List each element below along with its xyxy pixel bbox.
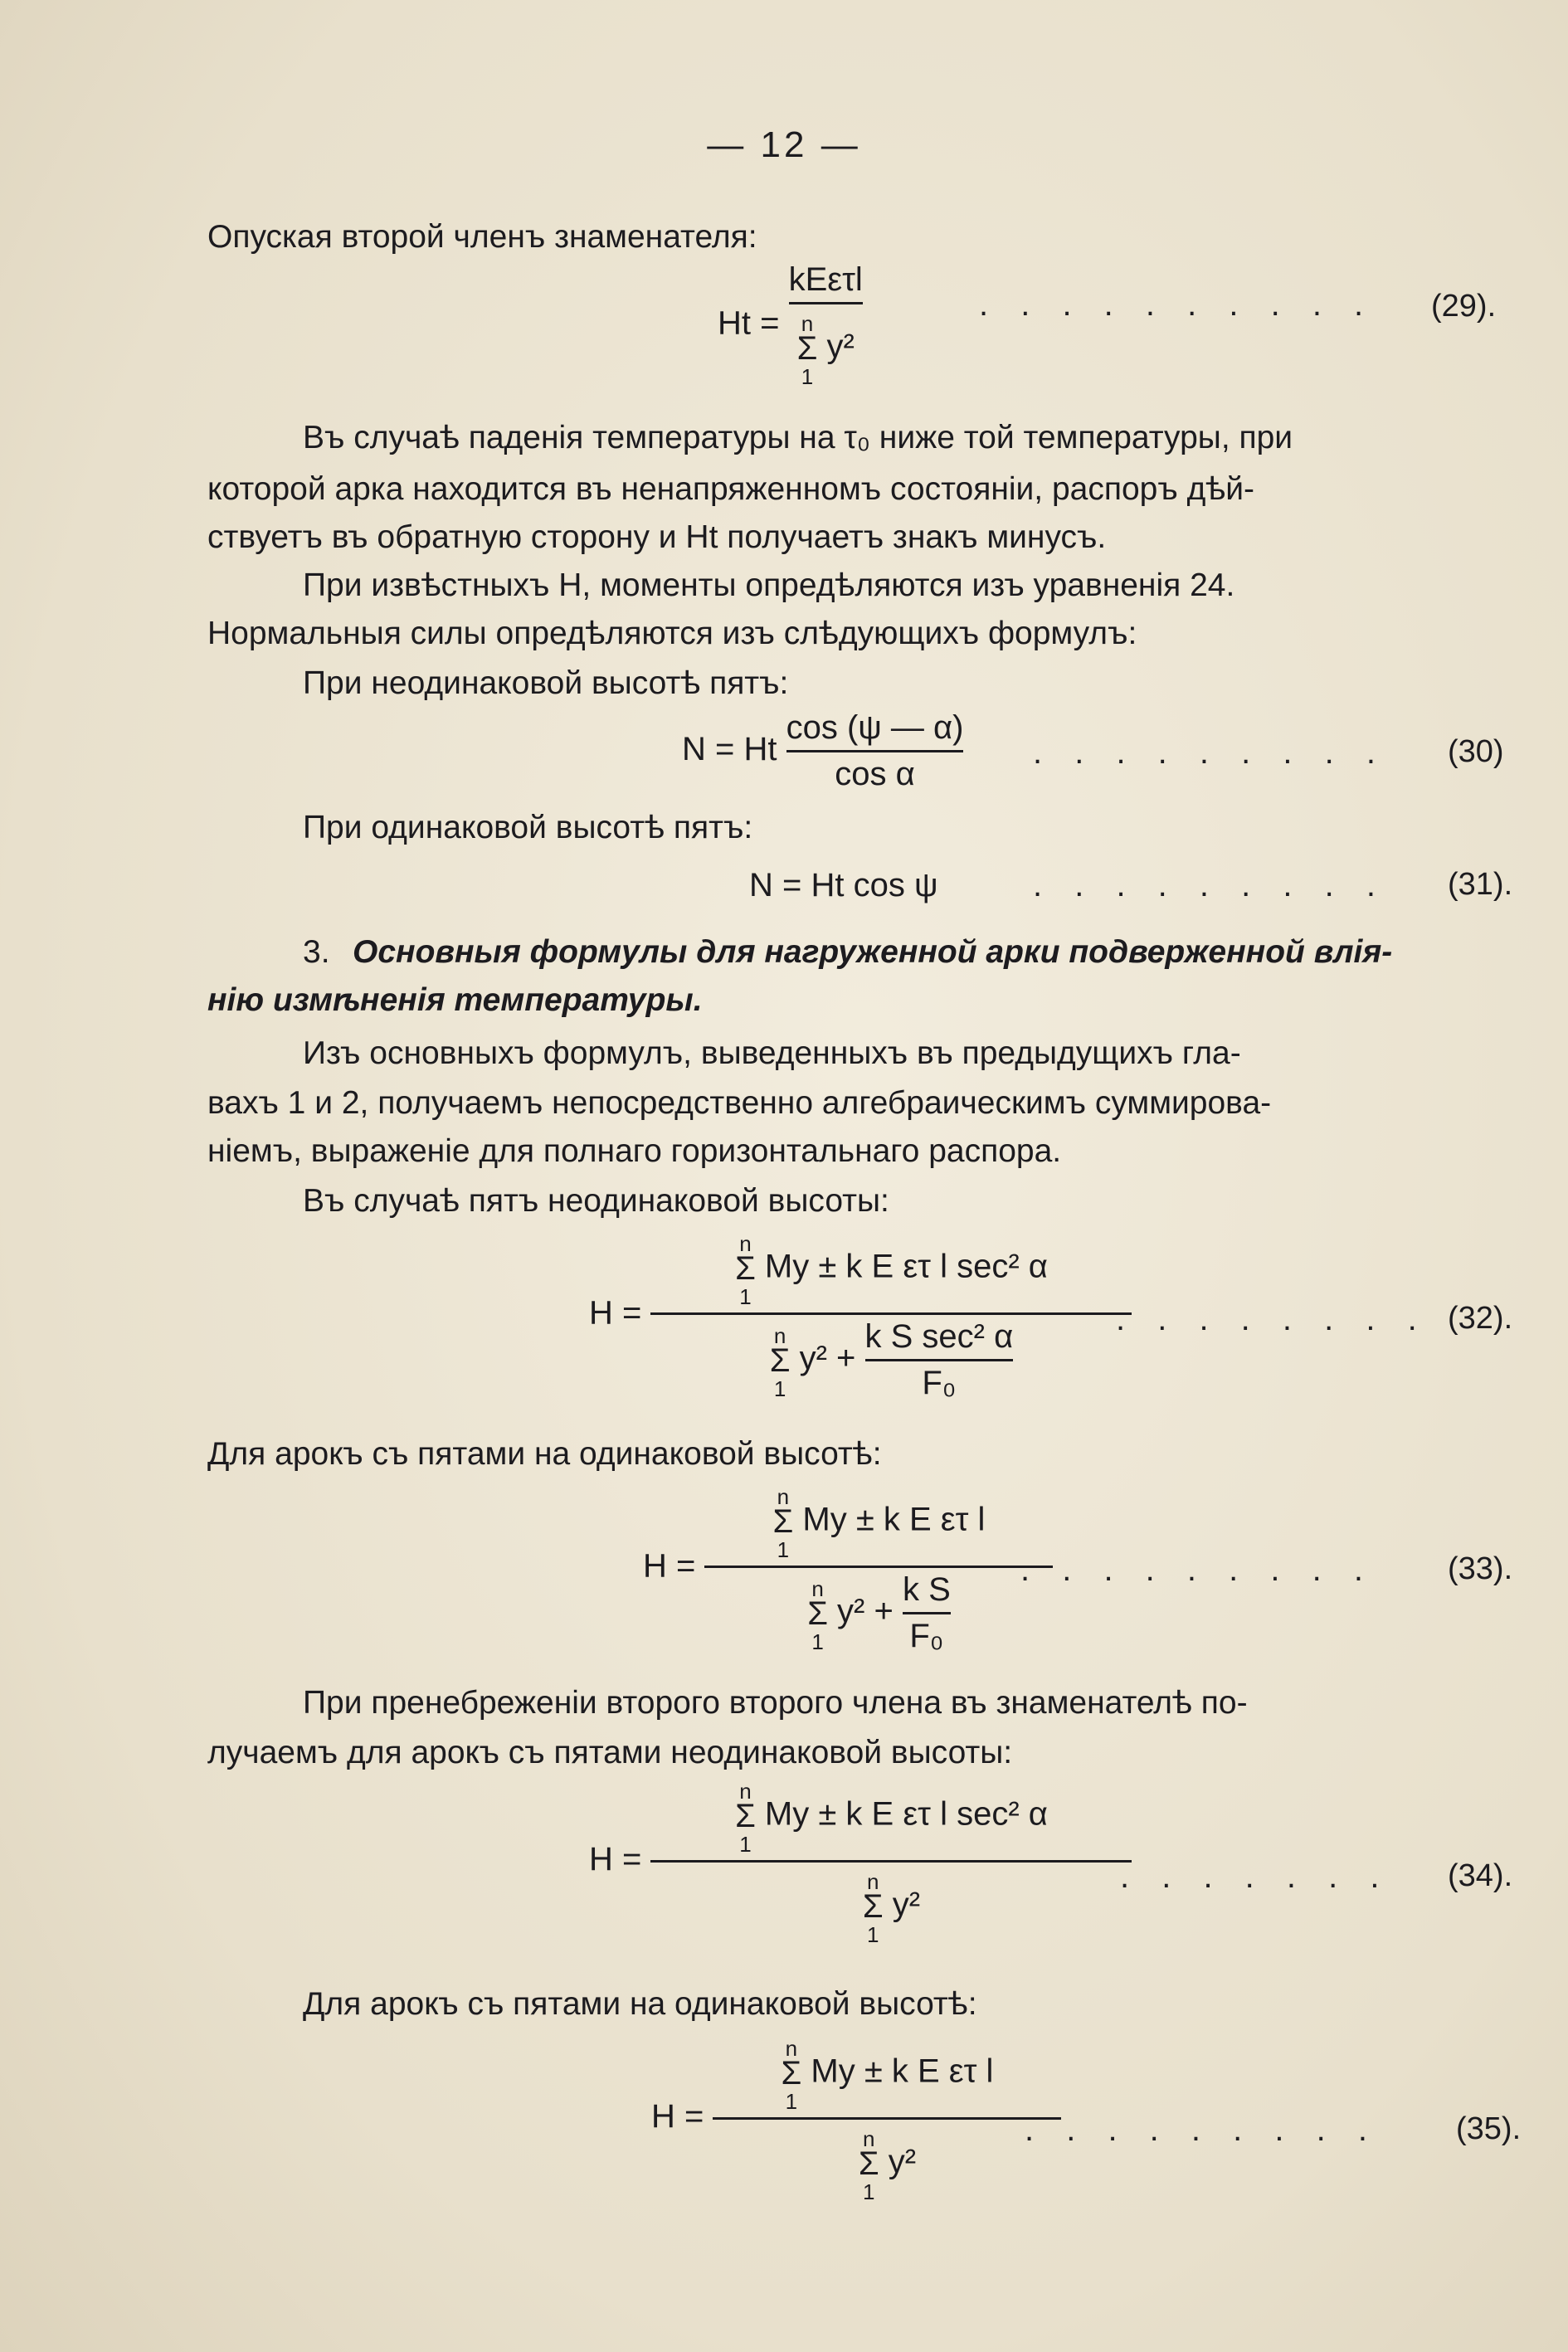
page-number: — 12 — xyxy=(707,124,861,165)
denominator-term: y² + xyxy=(837,1593,894,1630)
text-line: Въ случаѣ паденія температуры на τ₀ ниже той температуры, при xyxy=(303,420,1293,455)
sigma-sum: n Σ 1 xyxy=(796,311,818,389)
sigma-sum: n Σ 1 xyxy=(735,1779,756,1857)
fraction-bar xyxy=(650,1860,1132,1863)
text-line: которой арка находится въ ненапряженномъ состояніи, распоръ дѣй- xyxy=(207,471,1254,507)
text-line: При извѣстныхъ H, моменты опредѣляются изъ уравненія 24. xyxy=(303,567,1235,603)
denominator-term: y² xyxy=(892,1886,921,1923)
inner-numerator: k S xyxy=(902,1571,951,1608)
equation-number: (34). xyxy=(1448,1858,1513,1893)
sum-upper: n xyxy=(739,1779,752,1804)
sum-lower: 1 xyxy=(777,1537,790,1562)
sigma-sum: n Σ 1 xyxy=(858,2126,879,2204)
sum-upper: n xyxy=(739,1231,752,1256)
sum-upper: n xyxy=(785,2036,798,2061)
text-line: Для арокъ съ пятами на одинаковой высотѣ: xyxy=(303,1986,977,2022)
leader-dots: . . . . . . . . . . xyxy=(979,286,1376,323)
eq-lhs: N = Ht xyxy=(682,731,777,768)
inner-fraction xyxy=(865,1318,1014,1402)
equation-number: (32). xyxy=(1448,1301,1513,1336)
sigma-sum: n Σ 1 xyxy=(862,1869,884,1947)
sigma-sum: n Σ 1 xyxy=(769,1322,791,1401)
denominator-term: y² + xyxy=(799,1340,856,1377)
leader-dots: . . . . . . . . xyxy=(1116,1301,1429,1337)
text-line: Нормальныя силы опредѣляются изъ слѣдующихъ формулъ: xyxy=(207,616,1137,651)
numerator: kEετl xyxy=(788,261,863,298)
numerator xyxy=(650,1775,1132,1857)
text-line: вахъ 1 и 2, получаемъ непосредственно алгебраическимъ суммирова- xyxy=(207,1085,1272,1121)
fraction-bar xyxy=(903,1612,951,1614)
equation-30 xyxy=(682,709,963,793)
leader-dots: . . . . . . . . . xyxy=(1025,2111,1379,2148)
fraction xyxy=(704,1481,1053,1655)
denominator xyxy=(650,1866,1132,1947)
eq-lhs: Ht = xyxy=(718,304,780,342)
eq-lhs: H = xyxy=(589,1841,642,1878)
inner-denominator: F₀ xyxy=(922,1365,957,1401)
sum-upper: n xyxy=(863,2126,875,2151)
inner-denominator: F₀ xyxy=(909,1618,944,1654)
sum-lower: 1 xyxy=(739,1832,752,1857)
equation-number: (33). xyxy=(1448,1551,1513,1586)
fraction-bar xyxy=(786,750,964,752)
denominator xyxy=(713,2123,1061,2204)
text-line: При одинаковой высотѣ пятъ: xyxy=(303,810,753,845)
equation-34 xyxy=(589,1775,1132,1947)
eq-lhs: H = xyxy=(643,1547,696,1585)
sigma-sum: n Σ 1 xyxy=(735,1231,756,1309)
denominator xyxy=(789,308,863,389)
equation-33 xyxy=(643,1481,1053,1655)
equation-35 xyxy=(651,2033,1061,2204)
numerator: cos (ψ — α) xyxy=(786,709,964,746)
numerator xyxy=(713,2033,1061,2114)
denominator-term: y² xyxy=(888,2143,917,2180)
equation-number: (31). xyxy=(1448,867,1513,902)
equation-29 xyxy=(718,261,863,389)
leader-dots: . . . . . . . xyxy=(1120,1858,1391,1895)
sigma-sum: n Σ 1 xyxy=(772,1484,794,1562)
fraction xyxy=(786,709,964,793)
eq-lhs: H = xyxy=(651,2098,704,2135)
denominator-term: y² xyxy=(826,328,855,365)
equation-number: (29). xyxy=(1431,289,1497,324)
equation-number: (35). xyxy=(1456,2111,1522,2146)
fraction-bar xyxy=(865,1359,1014,1361)
text-line: При пренебреженіи второго второго члена въ знаменателѣ по- xyxy=(303,1685,1248,1721)
sum-lower: 1 xyxy=(811,1629,824,1654)
fraction xyxy=(650,1775,1132,1947)
fraction-bar xyxy=(704,1566,1053,1568)
numerator-term: My ± k E ετ l sec² α xyxy=(764,1795,1048,1833)
fraction-bar xyxy=(713,2117,1061,2120)
section-number: 3. xyxy=(303,934,330,970)
fraction xyxy=(713,2033,1061,2204)
sum-lower: 1 xyxy=(785,2089,798,2114)
text-line: Въ случаѣ пятъ неодинаковой высоты: xyxy=(303,1183,889,1219)
inner-fraction xyxy=(903,1571,951,1655)
fraction xyxy=(650,1228,1132,1402)
fraction-bar xyxy=(650,1312,1132,1315)
sum-lower: 1 xyxy=(773,1376,786,1401)
leader-dots: . . . . . . . . . xyxy=(1033,867,1387,903)
eq-lhs: H = xyxy=(589,1294,642,1332)
sigma-sum: n Σ 1 xyxy=(807,1575,828,1654)
sum-lower: 1 xyxy=(863,2179,875,2204)
text-line: Для арокъ съ пятами на одинаковой высотѣ: xyxy=(207,1436,882,1472)
sum-upper: n xyxy=(773,1322,786,1348)
numerator xyxy=(704,1481,1053,1562)
denominator xyxy=(704,1571,1053,1655)
sum-upper: n xyxy=(811,1575,824,1601)
sum-upper: n xyxy=(801,311,814,336)
text-line: ніемъ, выраженіе для полнаго горизонтальнаго распора. xyxy=(207,1133,1062,1169)
text-line: Опуская второй членъ знаменателя: xyxy=(207,219,757,255)
equation-32 xyxy=(589,1228,1132,1402)
leader-dots: . . . . . . . . . xyxy=(1033,734,1387,771)
sum-lower: 1 xyxy=(801,364,814,389)
fraction-bar xyxy=(789,302,863,304)
sum-lower: 1 xyxy=(867,1922,879,1947)
sum-upper: n xyxy=(777,1484,790,1509)
fraction xyxy=(789,261,863,389)
denominator xyxy=(650,1318,1132,1402)
equation-31: N = Ht cos ψ xyxy=(749,867,938,903)
equation-number: (30) xyxy=(1448,734,1504,769)
section-heading: Основныя формулы для нагруженной арки подверженной влія- xyxy=(353,934,1393,970)
inner-numerator: k S sec² α xyxy=(864,1318,1014,1355)
sum-lower: 1 xyxy=(739,1284,752,1309)
numerator-term: My ± k E ετ l sec² α xyxy=(764,1248,1048,1285)
denominator: cos α xyxy=(835,756,915,792)
sigma-sum: n Σ 1 xyxy=(781,2036,802,2114)
text-line: ствуетъ въ обратную сторону и Ht получаетъ знакъ минусъ. xyxy=(207,519,1107,555)
leader-dots: . . . . . . . . . xyxy=(1020,1551,1375,1588)
numerator-term: My ± k E ετ l xyxy=(811,2053,994,2090)
text-line: Изъ основныхъ формулъ, выведенныхъ въ предыдущихъ гла- xyxy=(303,1035,1241,1071)
numerator-term: My ± k E ετ l xyxy=(802,1501,986,1538)
numerator xyxy=(650,1228,1132,1309)
sum-upper: n xyxy=(867,1869,879,1894)
text-line: При неодинаковой высотѣ пятъ: xyxy=(303,665,789,701)
text-line: лучаемъ для арокъ съ пятами неодинаковой высоты: xyxy=(207,1735,1013,1770)
section-heading: нію измѣненія температуры. xyxy=(207,982,703,1018)
